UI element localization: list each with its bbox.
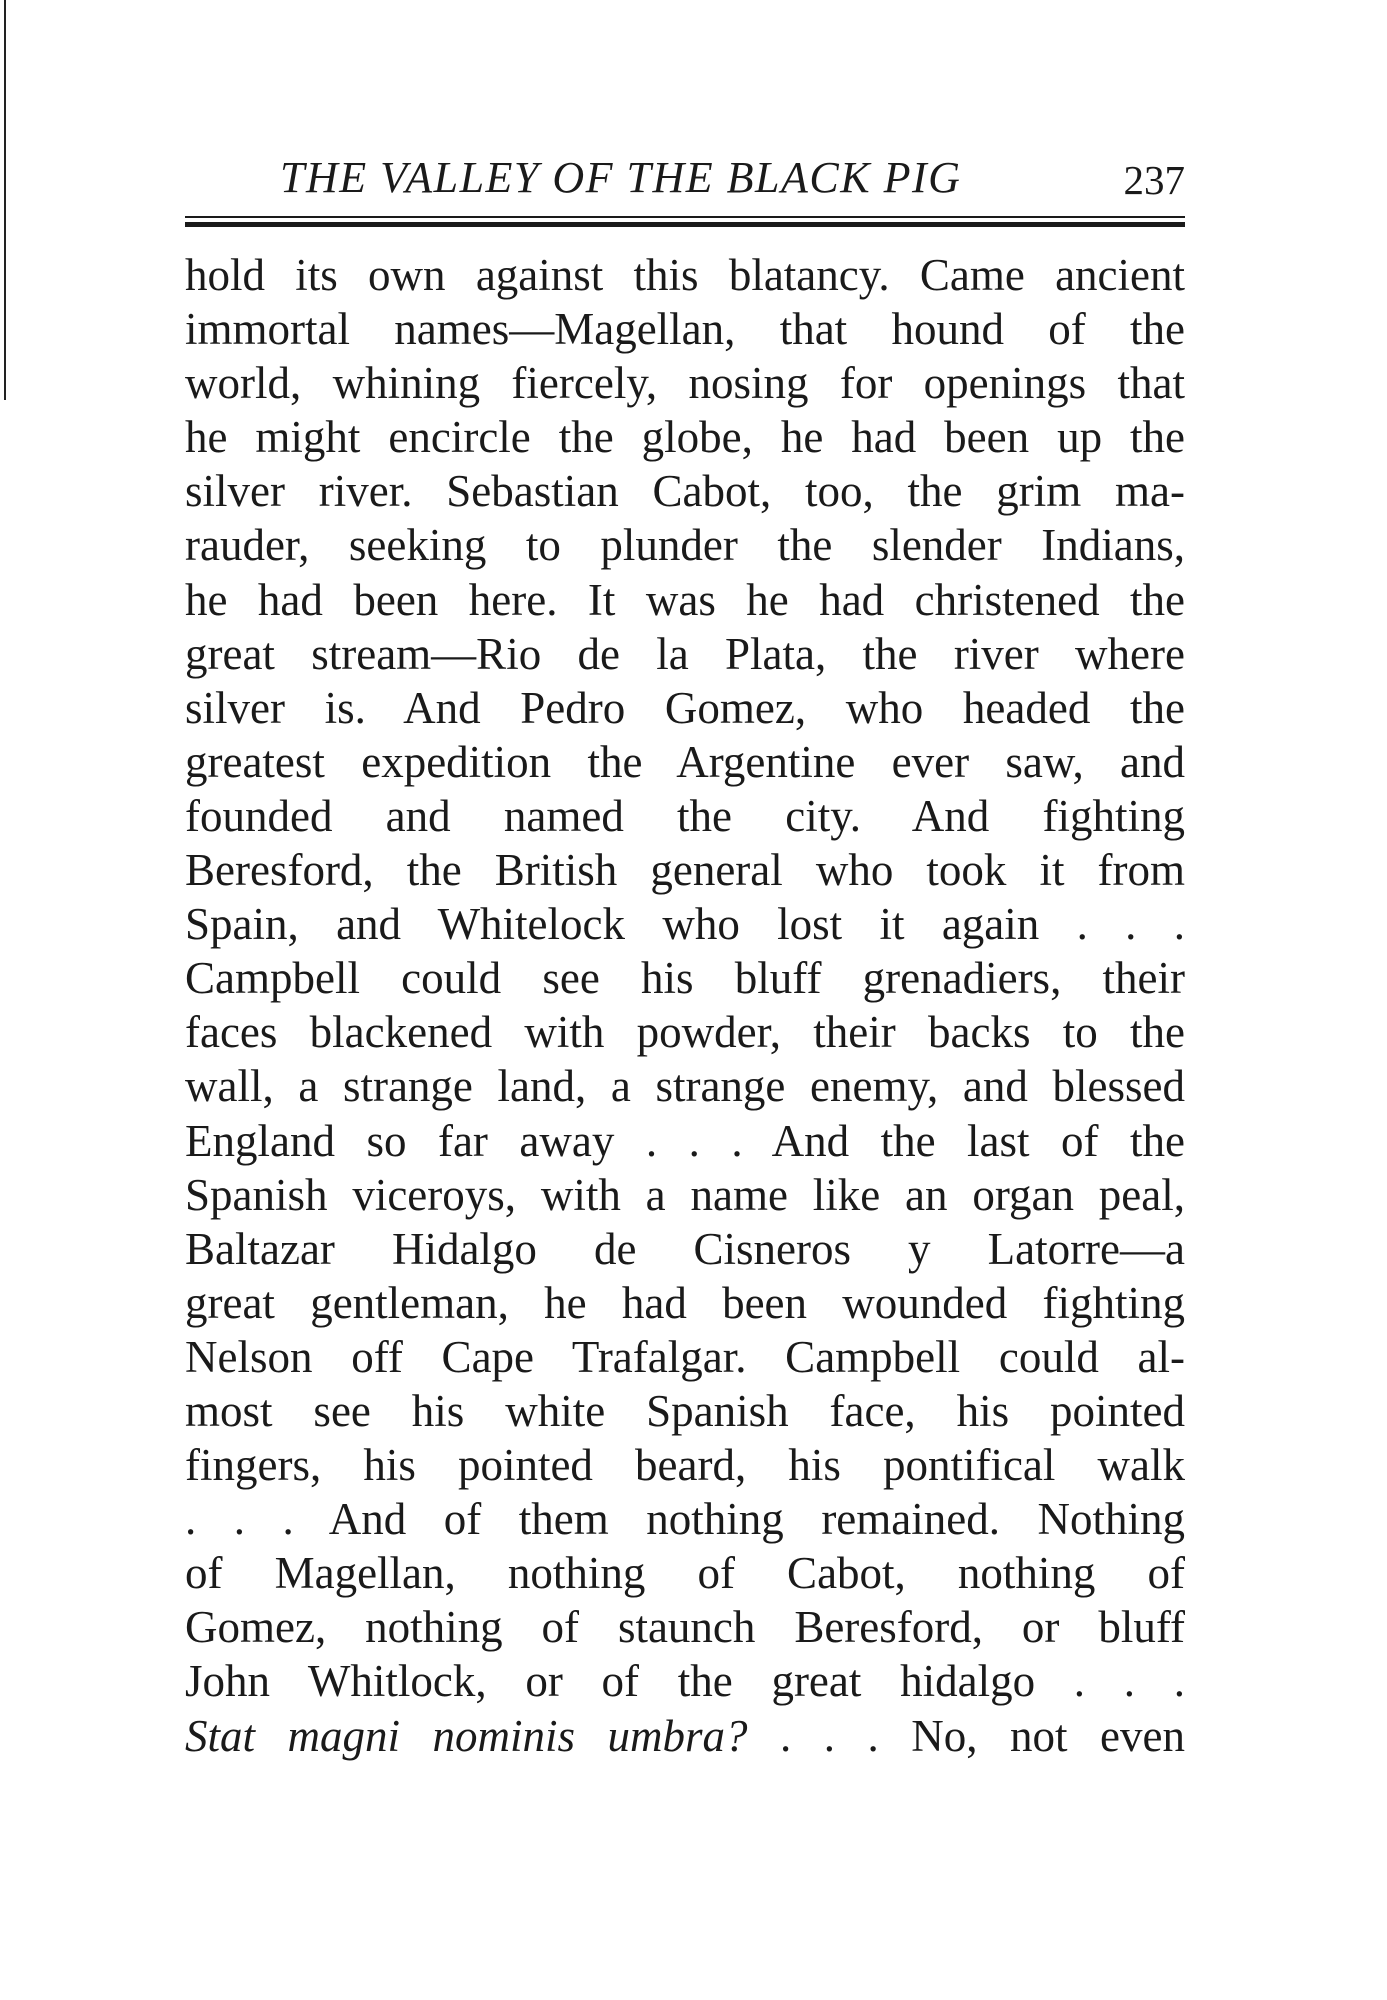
body-text	[185, 248, 1185, 1763]
latin-quotation: Stat magni nominis umbra?	[185, 1710, 748, 1761]
text-line: Beresford, the British general who took it from	[185, 845, 1185, 896]
text-line: great gentleman, he had been wounded fighting	[185, 1277, 1185, 1328]
text-line: hold its own against this blatancy. Came ancient	[185, 250, 1185, 300]
text-line: he might encircle the globe, he had been up the	[185, 412, 1185, 463]
text-line: Campbell could see his bluff grenadiers, their	[185, 953, 1185, 1004]
scan-edge-line	[4, 0, 6, 400]
text-line: fingers, his pointed beard, his pontifical walk	[185, 1440, 1185, 1491]
text-line: he had been here. It was he had christened the	[185, 574, 1185, 625]
text-line: . . . And of them nothing remained. Nothing	[185, 1494, 1185, 1545]
text-line-last	[185, 1709, 1185, 1763]
text-line: immortal names—Magellan, that hound of the	[185, 304, 1185, 355]
text-line: faces blackened with powder, their backs to the	[185, 1007, 1185, 1058]
header-rule-thick	[185, 222, 1185, 227]
text-line: greatest expedition the Argentine ever saw, and	[185, 736, 1185, 787]
last-line-rest: . . . No, not even	[747, 1710, 1185, 1761]
running-head	[185, 152, 1185, 212]
page-number: 237	[1123, 157, 1185, 203]
running-title: THE VALLEY OF THE BLACK PIG	[280, 153, 962, 202]
text-line: Spain, and Whitelock who lost it again . . .	[185, 899, 1185, 950]
text-line: Spanish viceroys, with a name like an organ peal,	[185, 1169, 1185, 1220]
text-line: Gomez, nothing of staunch Beresford, or bluff	[185, 1602, 1185, 1653]
text-line: Baltazar Hidalgo de Cisneros y Latorre—a	[185, 1223, 1185, 1274]
text-line: great stream—Rio de la Plata, the river where	[185, 628, 1185, 679]
text-line: of Magellan, nothing of Cabot, nothing of	[185, 1548, 1185, 1599]
text-line: world, whining fiercely, nosing for openings that	[185, 358, 1185, 409]
text-line: most see his white Spanish face, his pointed	[185, 1385, 1185, 1436]
text-line: wall, a strange land, a strange enemy, and blessed	[185, 1061, 1185, 1112]
text-line: Nelson off Cape Trafalgar. Campbell could al-	[185, 1331, 1185, 1382]
header-rule-thin	[185, 216, 1185, 218]
text-line: silver river. Sebastian Cabot, too, the grim ma-	[185, 466, 1185, 517]
text-line: founded and named the city. And fighting	[185, 790, 1185, 841]
text-line: rauder, seeking to plunder the slender Indians,	[185, 520, 1185, 571]
text-line: England so far away . . . And the last of the	[185, 1115, 1185, 1166]
text-line: silver is. And Pedro Gomez, who headed the	[185, 682, 1185, 733]
text-line: John Whitlock, or of the great hidalgo . . .	[185, 1656, 1185, 1707]
